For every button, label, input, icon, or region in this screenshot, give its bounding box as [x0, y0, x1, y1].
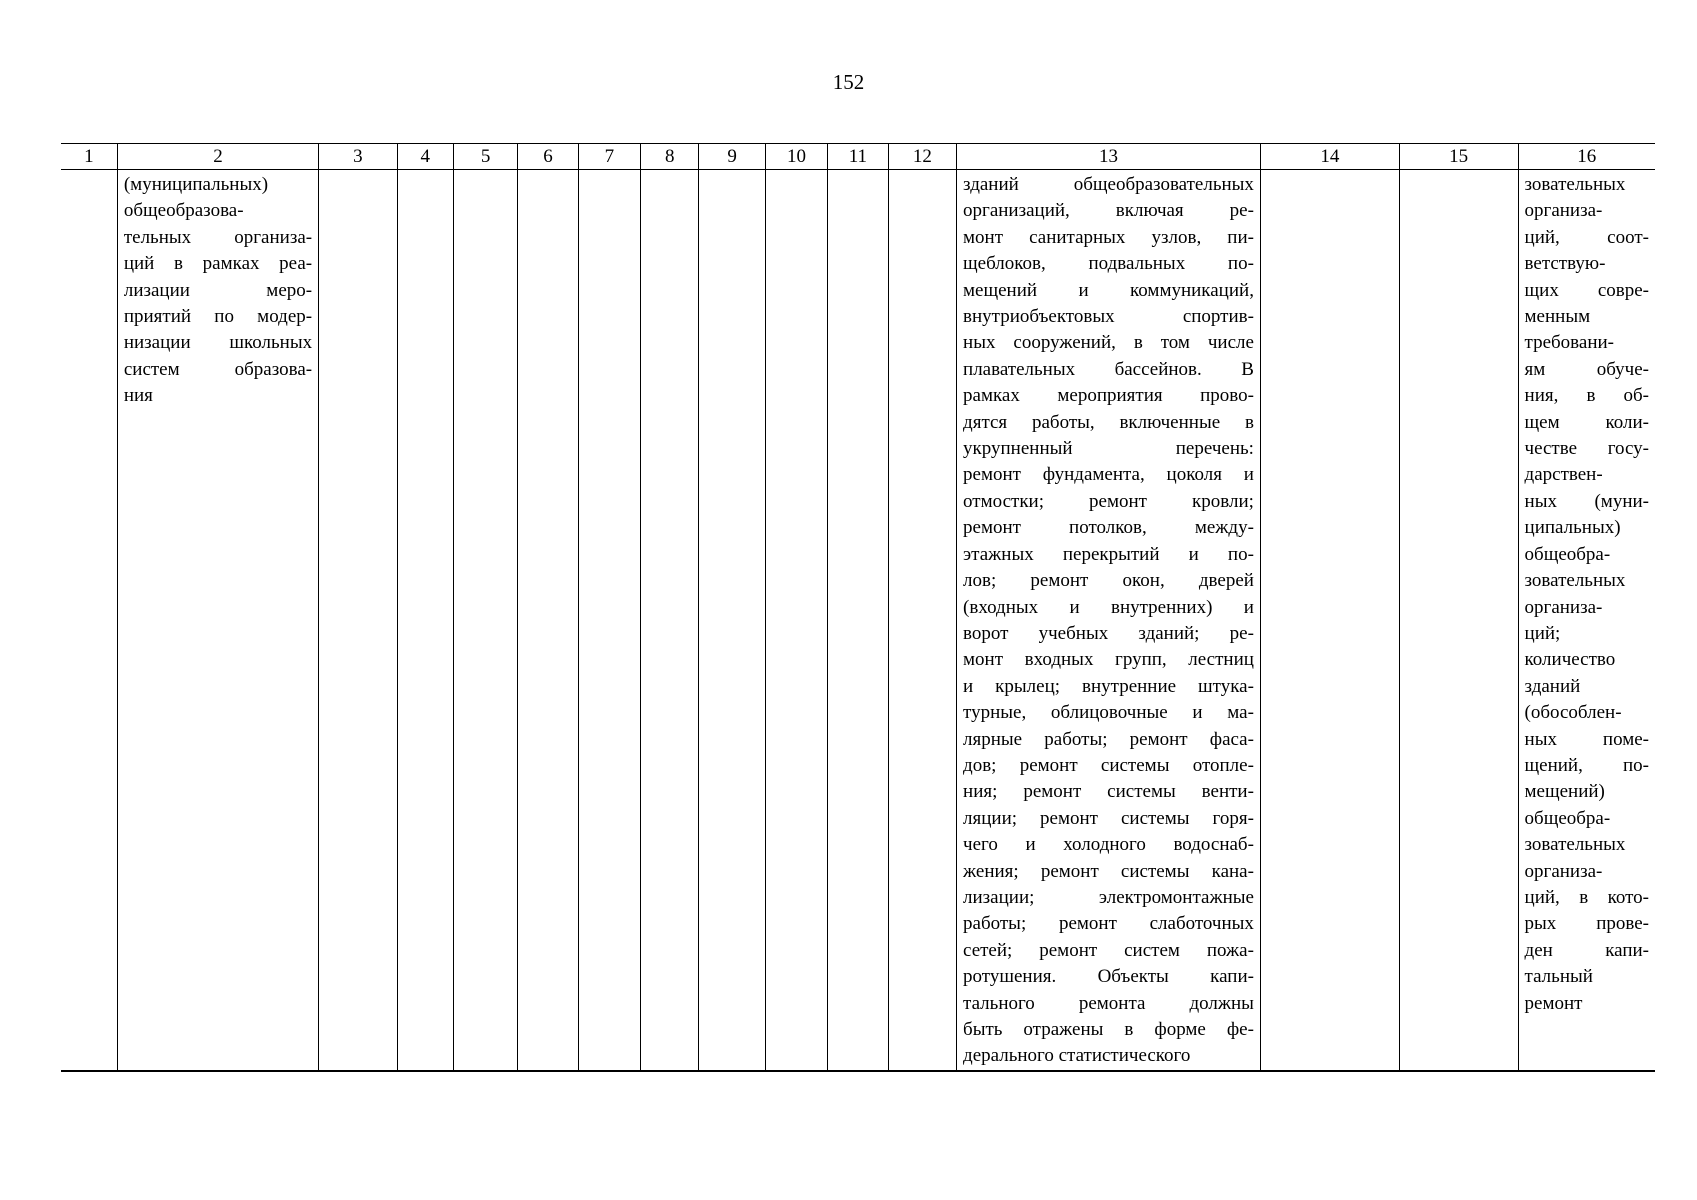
text-line: дарствен- [1524, 464, 1603, 486]
cell-col-11 [828, 170, 888, 1071]
cell-col-10 [765, 170, 827, 1071]
page-number: 152 [832, 70, 865, 94]
text-line: организаций, включая ре- [963, 200, 1254, 222]
text-line: щеблоков, подвальных по- [963, 253, 1254, 275]
text-line: лизации меро- [123, 279, 313, 301]
cell-col-12 [888, 170, 956, 1071]
text-line: (обособлен- [1524, 702, 1622, 724]
column-header-1: 1 [61, 144, 117, 170]
text-line: ремонт [1524, 992, 1583, 1014]
text-line: общеобра- [1524, 543, 1611, 565]
text-line: организа- [1524, 596, 1603, 618]
text-line: лов; ремонт окон, дверей [963, 570, 1254, 592]
column-header-6: 6 [518, 144, 578, 170]
text-line: количество [1524, 649, 1616, 671]
text-line: дятся работы, включенные в [963, 411, 1254, 433]
text-line: жения; ремонт системы кана- [963, 860, 1254, 882]
cell-col-6 [518, 170, 578, 1071]
text-line: щем коли- [1524, 411, 1649, 433]
text-line: чего и холодного водоснаб- [963, 834, 1254, 856]
text-line: мещений и коммуникаций, [963, 279, 1254, 301]
cell-col-13-text [963, 172, 1254, 1070]
column-header-13: 13 [957, 144, 1261, 170]
text-line: ден капи- [1524, 939, 1649, 961]
table-row [61, 170, 1655, 1071]
text-line: ляции; ремонт системы горя- [963, 807, 1254, 829]
text-line: монт входных групп, лестниц [963, 649, 1254, 671]
text-line: (входных и внутренних) и [963, 596, 1254, 618]
cell-col-2 [117, 170, 318, 1071]
text-line: честве госу- [1524, 438, 1649, 460]
text-line: внутриобъектовых спортив- [963, 306, 1254, 328]
cell-col-5 [453, 170, 517, 1071]
column-header-9: 9 [699, 144, 765, 170]
text-line: монт санитарных узлов, пи- [963, 226, 1254, 248]
column-header-11: 11 [828, 144, 888, 170]
cell-col-7 [578, 170, 640, 1071]
text-line: ных сооружений, в том числе [963, 332, 1254, 354]
text-line: мещений) [1524, 781, 1605, 803]
text-line: отмостки; ремонт кровли; [963, 490, 1254, 512]
text-line: менным [1524, 306, 1591, 328]
text-line: дерального статистического [963, 1045, 1191, 1067]
text-line: лярные работы; ремонт фаса- [963, 728, 1254, 750]
text-line: ций; [1524, 622, 1561, 644]
column-header-12: 12 [888, 144, 956, 170]
text-line: зданий общеобразовательных [963, 174, 1254, 195]
cell-col-16 [1518, 170, 1655, 1071]
text-line: ных (муни- [1524, 490, 1649, 512]
column-header-10: 10 [765, 144, 827, 170]
text-line: ций, соот- [1524, 226, 1649, 248]
cell-col-13 [957, 170, 1261, 1071]
text-line: зовательных [1524, 834, 1626, 856]
text-line: систем образова- [123, 358, 313, 380]
cell-col-15 [1399, 170, 1518, 1071]
cell-col-4 [397, 170, 453, 1071]
text-line: зовательных [1524, 570, 1626, 592]
text-line: ям обуче- [1524, 358, 1649, 380]
text-line: этажных перекрытий и по- [963, 543, 1254, 565]
text-line: рых прове- [1524, 913, 1649, 935]
text-line: ротушения. Объекты капи- [963, 966, 1254, 988]
column-number-row [61, 144, 1655, 170]
text-line: ремонт потолков, между- [963, 517, 1254, 539]
text-line: ветствую- [1524, 253, 1606, 275]
text-line: низации школьных [123, 332, 313, 354]
text-line: ремонт фундамента, цоколя и [963, 464, 1254, 486]
column-header-3: 3 [319, 144, 397, 170]
cell-col-1 [61, 170, 117, 1071]
cell-col-3 [319, 170, 397, 1071]
cell-col-2-text [124, 172, 312, 410]
text-line: ципальных) [1524, 517, 1621, 539]
text-line: общеобра- [1524, 807, 1611, 829]
text-line: требовани- [1524, 332, 1614, 354]
text-line: ния; ремонт системы венти- [963, 781, 1254, 803]
text-line: ций в рамках реа- [123, 253, 313, 275]
program-table [61, 143, 1655, 1072]
cell-col-9 [699, 170, 765, 1071]
text-line: ния [123, 385, 153, 407]
cell-col-16-text [1525, 172, 1649, 1017]
column-header-16: 16 [1518, 144, 1655, 170]
column-header-2: 2 [117, 144, 318, 170]
cell-col-8 [641, 170, 699, 1071]
text-line: и крылец; внутренние штука- [963, 675, 1254, 697]
text-line: щих совре- [1524, 279, 1649, 301]
text-line: зданий [1524, 675, 1581, 697]
text-line: тальный [1524, 966, 1593, 988]
text-line: сетей; ремонт систем пожа- [963, 939, 1254, 961]
text-line: приятий по модер- [123, 306, 313, 328]
text-line: работы; ремонт слаботочных [963, 913, 1254, 935]
column-header-4: 4 [397, 144, 453, 170]
text-line: рамках мероприятия прово- [963, 385, 1254, 407]
column-header-15: 15 [1399, 144, 1518, 170]
text-line: лизации; электромонтажные [963, 886, 1254, 908]
text-line: ций, в кото- [1524, 886, 1649, 908]
column-header-8: 8 [641, 144, 699, 170]
text-line: ных поме- [1524, 728, 1649, 750]
text-line: зовательных [1524, 174, 1626, 195]
text-line: организа- [1524, 860, 1603, 882]
column-header-7: 7 [578, 144, 640, 170]
text-line: щений, по- [1524, 754, 1649, 776]
text-line: (муниципальных) [123, 174, 269, 195]
text-line: организа- [1524, 200, 1603, 222]
text-line: тального ремонта должны [963, 992, 1254, 1014]
text-line: тельных организа- [123, 226, 313, 248]
text-line: плавательных бассейнов. В [963, 358, 1254, 380]
text-line: быть отражены в форме фе- [963, 1019, 1254, 1040]
text-line: ворот учебных зданий; ре- [963, 622, 1254, 644]
text-line: дов; ремонт системы отопле- [963, 754, 1254, 776]
column-header-14: 14 [1260, 144, 1399, 170]
text-line: ния, в об- [1524, 385, 1649, 407]
text-line: турные, облицовочные и ма- [963, 702, 1254, 724]
column-header-5: 5 [453, 144, 517, 170]
cell-col-14 [1260, 170, 1399, 1071]
text-line: общеобразова- [123, 200, 244, 222]
text-line: укрупненный перечень: [963, 438, 1254, 460]
